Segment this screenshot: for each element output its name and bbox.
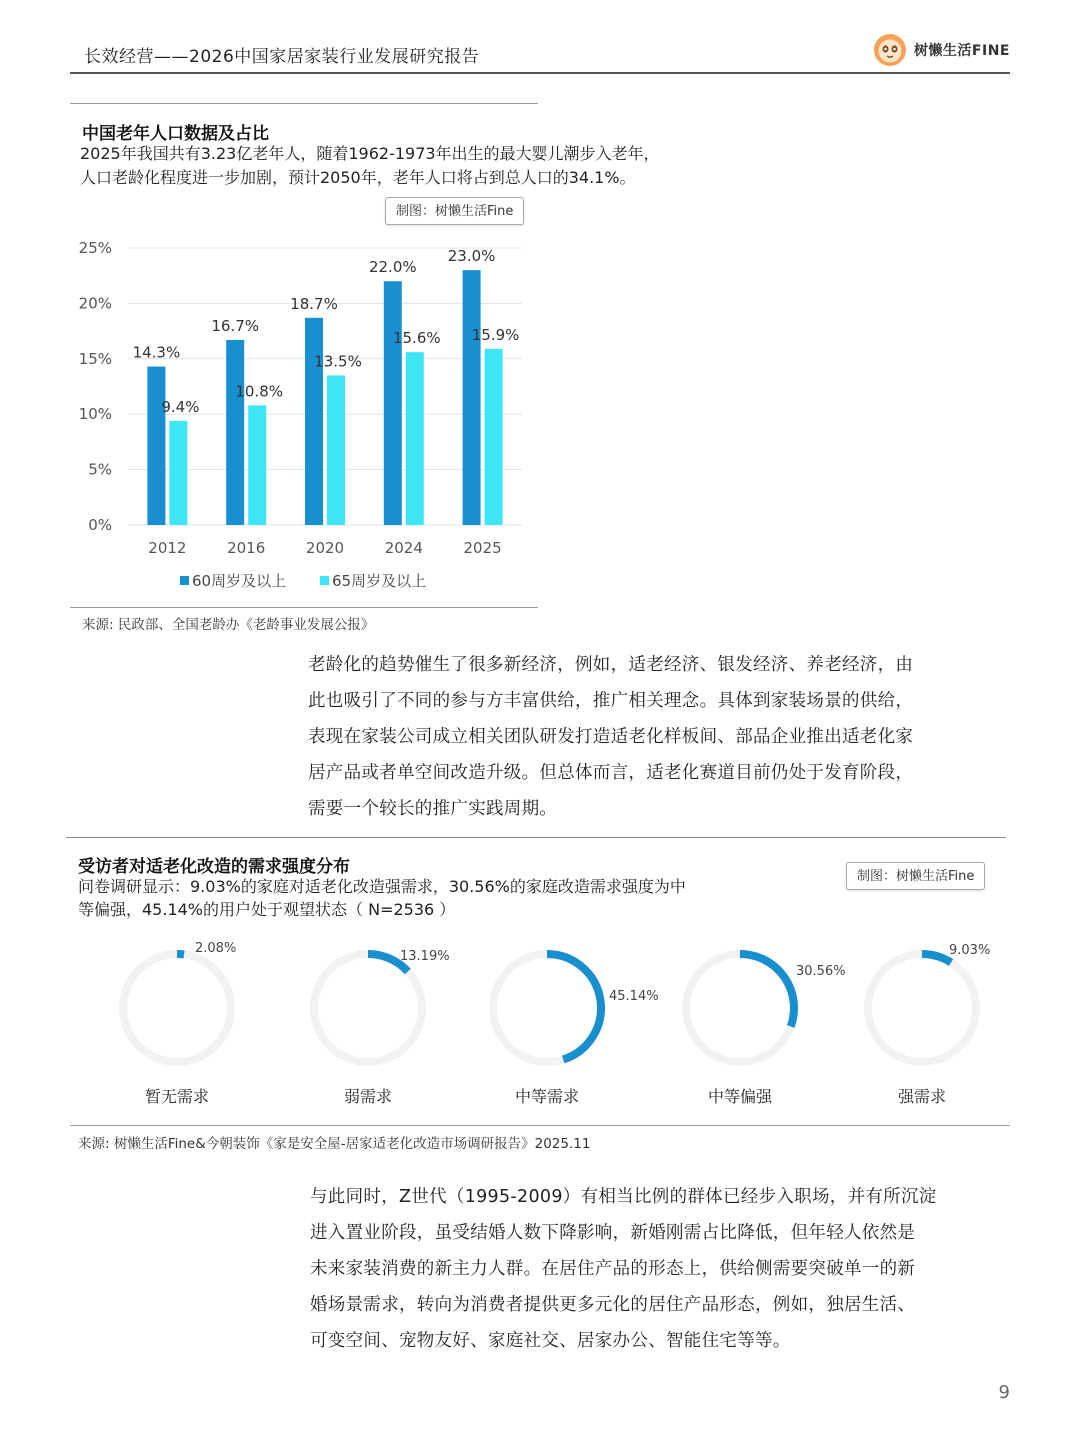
bar-age65 bbox=[169, 421, 187, 525]
legend-label: 65周岁及以上 bbox=[332, 572, 427, 590]
bar-age60 bbox=[463, 270, 481, 525]
paragraph-line: 需要一个较长的推广实践周期。 bbox=[308, 799, 558, 819]
bar-data-label: 9.4% bbox=[161, 397, 200, 416]
section2-bottom-rule bbox=[70, 1125, 1010, 1126]
y-tick-label: 20% bbox=[78, 294, 112, 313]
bar-age60 bbox=[147, 367, 165, 525]
x-tick-label: 2024 bbox=[384, 539, 423, 557]
donut-value-label: 2.08% bbox=[195, 941, 237, 956]
donut-category-label: 强需求 bbox=[897, 1087, 947, 1106]
donut-value-label: 9.03% bbox=[949, 943, 991, 958]
x-tick-label: 2025 bbox=[463, 539, 502, 557]
bar-data-label: 23.0% bbox=[447, 247, 496, 266]
donut-arc bbox=[547, 954, 601, 1060]
x-tick-label: 2012 bbox=[148, 539, 187, 557]
donut-value-label: 13.19% bbox=[400, 949, 450, 964]
bar-age60 bbox=[305, 318, 323, 525]
chart1-title: 中国老年人口数据及占比 bbox=[82, 124, 269, 144]
paragraph-line: 可变空间、宠物友好、家庭社交、居家办公、智能住宅等等。 bbox=[310, 1331, 791, 1351]
sloth-logo-icon bbox=[872, 32, 908, 68]
paragraph-line: 与此同时，Z世代（1995-2009）有相当比例的群体已经步入职场，并有所沉淀 bbox=[310, 1187, 937, 1207]
brand-logo bbox=[872, 32, 1010, 68]
y-tick-label: 0% bbox=[88, 516, 112, 534]
donut-category-label: 弱需求 bbox=[343, 1087, 393, 1106]
logo-text: 树懒生活FINE bbox=[913, 43, 1010, 59]
paragraph-line: 表现在家装公司成立相关团队研发打造适老化样板间、部品企业推出适老化家 bbox=[308, 727, 914, 747]
bar-data-label: 10.8% bbox=[235, 382, 284, 401]
y-tick-label: 25% bbox=[78, 239, 112, 257]
donut-track bbox=[123, 954, 231, 1062]
chart1-desc-line: 人口老龄化程度进一步加剧，预计2050年，老年人口将占到总人口的34.1%。 bbox=[80, 168, 636, 187]
chart1-source: 来源: 民政部、全国老龄办《老龄事业发展公报》 bbox=[82, 617, 375, 633]
chart2-credit-badge: 制图：树懒生活Fine bbox=[846, 862, 985, 890]
paragraph-line: 进入置业阶段，虽受结婚人数下降影响，新婚刚需占比降低，但年轻人依然是 bbox=[310, 1223, 916, 1243]
section2-top-rule bbox=[66, 837, 1006, 838]
page-number: 9 bbox=[998, 1382, 1010, 1403]
chart1-credit-badge: 制图：树懒生活Fine bbox=[385, 197, 524, 225]
bar-age65 bbox=[248, 405, 266, 525]
y-tick-label: 15% bbox=[78, 349, 112, 368]
paragraph-line: 居产品或者单空间改造升级。但总体而言，适老化赛道目前仍处于发育阶段， bbox=[308, 763, 914, 783]
report-title: 长效经营——2026中国家居家装行业发展研究报告 bbox=[84, 47, 480, 67]
donut-category-label: 中等需求 bbox=[514, 1087, 580, 1106]
paragraph-line: 婚场景需求，转向为消费者提供更多元化的居住产品形态，例如，独居生活、 bbox=[310, 1295, 916, 1315]
x-tick-label: 2020 bbox=[305, 539, 345, 557]
legend-label: 60周岁及以上 bbox=[192, 572, 287, 590]
donut-category-label: 暂无需求 bbox=[144, 1087, 210, 1106]
renovation-demand-donut-chart bbox=[70, 930, 1010, 1115]
y-tick-label: 5% bbox=[88, 460, 112, 479]
paragraph-line: 此也吸引了不同的参与方丰富供给，推广相关理念。具体到家装场景的供给， bbox=[308, 691, 914, 711]
bar-data-label: 15.6% bbox=[392, 329, 441, 348]
donut-value-label: 30.56% bbox=[796, 964, 846, 979]
page-header bbox=[70, 30, 1010, 74]
bar-data-label: 14.3% bbox=[132, 343, 181, 362]
chart1-desc-line: 2025年我国共有3.23亿老年人，随着1962-1973年出生的最大婴儿潮步入老年， bbox=[80, 144, 660, 163]
bar-age65 bbox=[327, 375, 345, 525]
section1-top-rule bbox=[70, 103, 538, 104]
paragraph-line: 未来家装消费的新主力人群。在居住产品的形态上，供给侧需要突破单一的新 bbox=[310, 1259, 916, 1279]
legend-swatch bbox=[180, 576, 189, 585]
chart1-description bbox=[80, 142, 760, 190]
bar-age65 bbox=[485, 349, 503, 525]
chart2-title: 受访者对适老化改造的需求强度分布 bbox=[78, 857, 350, 877]
bar-data-label: 18.7% bbox=[290, 294, 338, 313]
chart2-desc-line: 问卷调研显示：9.03%的家庭对适老化改造强需求，30.56%的家庭改造需求强度为中 bbox=[78, 877, 686, 896]
donut-arc bbox=[922, 954, 951, 962]
bar-data-label: 13.5% bbox=[314, 352, 362, 371]
paragraph-aging-economy bbox=[308, 647, 1008, 827]
elderly-population-bar-chart bbox=[70, 230, 540, 600]
bar-data-label: 15.9% bbox=[471, 325, 520, 344]
donut-arc bbox=[740, 954, 794, 1026]
donut-category-label: 中等偏强 bbox=[707, 1087, 773, 1106]
bar-age60 bbox=[226, 340, 244, 525]
y-tick-label: 10% bbox=[78, 405, 112, 424]
bar-data-label: 22.0% bbox=[368, 258, 417, 277]
bar-age65 bbox=[406, 352, 424, 525]
paragraph-line: 老龄化的趋势催生了很多新经济，例如，适老经济、银发经济、养老经济，由 bbox=[308, 655, 914, 675]
paragraph-gen-z bbox=[310, 1179, 1010, 1359]
donut-track bbox=[868, 954, 976, 1062]
chart2-desc-line: 等偏强，45.14%的用户处于观望状态（ N=2536 ） bbox=[78, 900, 456, 919]
section1-bottom-rule bbox=[70, 607, 538, 608]
bar-age60 bbox=[384, 281, 402, 525]
chart2-source: 来源: 树懒生活Fine&今朝装饰《家是安全屋-居家适老化改造市场调研报告》2025.11 bbox=[78, 1136, 591, 1152]
x-tick-label: 2016 bbox=[227, 539, 266, 557]
donut-value-label: 45.14% bbox=[609, 989, 659, 1004]
legend-swatch bbox=[320, 576, 329, 585]
bar-data-label: 16.7% bbox=[211, 316, 260, 335]
chart2-description bbox=[78, 875, 798, 921]
